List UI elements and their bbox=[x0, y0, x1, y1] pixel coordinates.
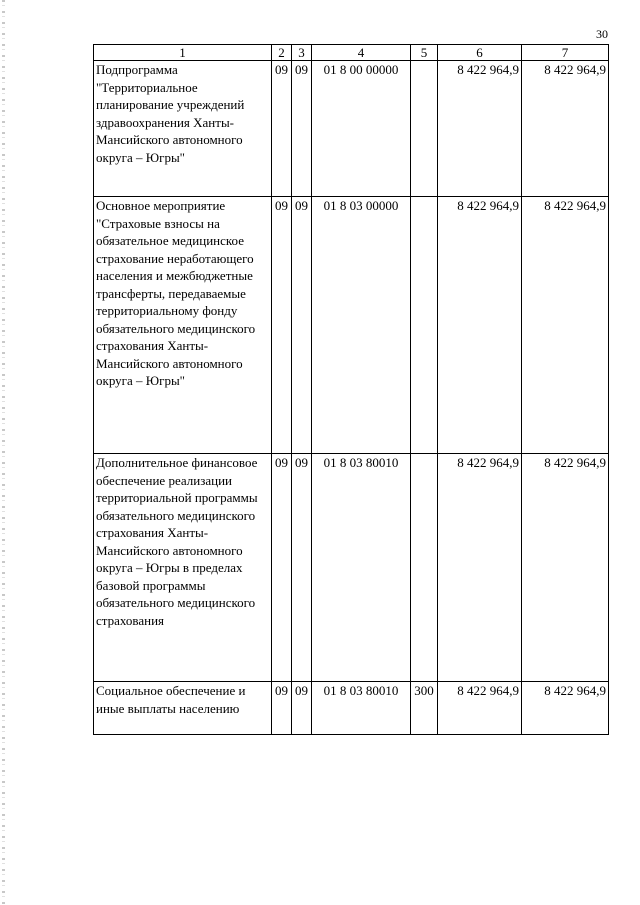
row-sum-year-2: 8 422 964,9 bbox=[522, 682, 609, 735]
table-row bbox=[94, 454, 609, 682]
row-subsection: 09 bbox=[292, 454, 312, 682]
row-section: 09 bbox=[272, 682, 292, 735]
row-sum-year-1: 8 422 964,9 bbox=[438, 454, 522, 682]
row-target-article: 01 8 03 80010 bbox=[312, 682, 411, 735]
row-name: Социальное обеспечение и иные выплаты населению bbox=[94, 682, 272, 735]
row-expense-type bbox=[411, 197, 438, 454]
column-header-target-article: 4 bbox=[312, 45, 411, 61]
row-subsection: 09 bbox=[292, 197, 312, 454]
column-header-name: 1 bbox=[94, 45, 272, 61]
column-header-subsection: 3 bbox=[292, 45, 312, 61]
row-target-article: 01 8 00 00000 bbox=[312, 61, 411, 197]
row-section: 09 bbox=[272, 454, 292, 682]
table-header-row bbox=[94, 45, 609, 61]
row-target-article: 01 8 03 80010 bbox=[312, 454, 411, 682]
row-sum-year-1: 8 422 964,9 bbox=[438, 61, 522, 197]
row-sum-year-2: 8 422 964,9 bbox=[522, 454, 609, 682]
row-expense-type bbox=[411, 61, 438, 197]
row-name: Подпрограмма "Территориальное планирование учреждений здравоохранения Ханты-Мансийского автономного округа – Югры" bbox=[94, 61, 272, 197]
column-header-section: 2 bbox=[272, 45, 292, 61]
row-name: Основное мероприятие "Страховые взносы на обязательное медицинское страхование неработающего населения и межбюджетные трансферты, передаваемые территориальному фонду обязательного медицинского страхования Ханты-Мансийского автономного округа – Югры" bbox=[94, 197, 272, 454]
row-expense-type bbox=[411, 454, 438, 682]
row-sum-year-1: 8 422 964,9 bbox=[438, 682, 522, 735]
row-sum-year-2: 8 422 964,9 bbox=[522, 197, 609, 454]
scan-edge-mark bbox=[2, 0, 5, 905]
column-header-sum-year-2: 7 bbox=[522, 45, 609, 61]
row-section: 09 bbox=[272, 61, 292, 197]
row-name: Дополнительное финансовое обеспечение реализации территориальной программы обязательного медицинского страхования Ханты-Мансийского автономного округа – Югры в пределах базовой программы обязательного медицинского страхования bbox=[94, 454, 272, 682]
row-target-article: 01 8 03 00000 bbox=[312, 197, 411, 454]
table-row bbox=[94, 197, 609, 454]
row-section: 09 bbox=[272, 197, 292, 454]
row-expense-type: 300 bbox=[411, 682, 438, 735]
row-subsection: 09 bbox=[292, 61, 312, 197]
row-sum-year-2: 8 422 964,9 bbox=[522, 61, 609, 197]
row-subsection: 09 bbox=[292, 682, 312, 735]
table-row bbox=[94, 682, 609, 735]
column-header-sum-year-1: 6 bbox=[438, 45, 522, 61]
row-sum-year-1: 8 422 964,9 bbox=[438, 197, 522, 454]
column-header-expense-type: 5 bbox=[411, 45, 438, 61]
budget-table bbox=[93, 44, 609, 735]
page-number: 30 bbox=[596, 27, 608, 41]
table-row bbox=[94, 61, 609, 197]
